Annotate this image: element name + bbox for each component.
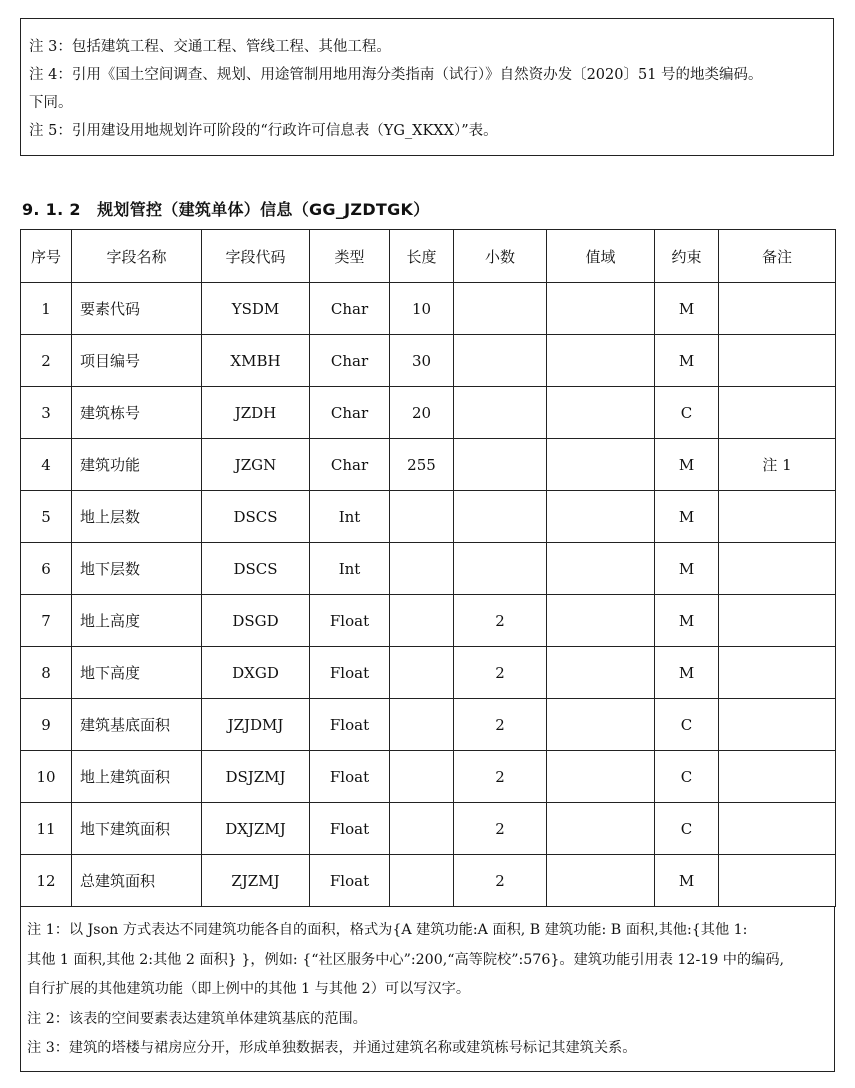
- cell-remark: [719, 595, 836, 647]
- table-row: [21, 699, 836, 751]
- cell-decimal: [454, 439, 547, 491]
- note-3: 注 3：包括建筑工程、交通工程、管线工程、其他工程。: [29, 39, 391, 55]
- cell-domain: [547, 439, 655, 491]
- cell-field-name: 建筑基底面积: [72, 699, 202, 751]
- cell-domain: [547, 595, 655, 647]
- cell-field-code: JZGN: [202, 439, 310, 491]
- cell-constraint: M: [655, 855, 719, 907]
- cell-field-name: 地下层数: [72, 543, 202, 595]
- cell-length: [390, 491, 454, 543]
- note-1-line-1: 注 1：以 Json 方式表达不同建筑功能各自的面积，格式为{A 建筑功能:A 面积, B 建筑功能: B 面积,其他:{其他 1:: [27, 922, 748, 938]
- cell-length: [390, 699, 454, 751]
- cell-seq: 4: [21, 439, 72, 491]
- cell-decimal: 2: [454, 855, 547, 907]
- note-3-bottom: 注 3：建筑的塔楼与裙房应分开，形成单独数据表，并通过建筑名称或建筑栋号标记其建筑关系。: [27, 1040, 637, 1056]
- cell-field-code: JZJDMJ: [202, 699, 310, 751]
- cell-domain: [547, 335, 655, 387]
- cell-field-code: YSDM: [202, 283, 310, 335]
- cell-remark: [719, 543, 836, 595]
- table-row: [21, 491, 836, 543]
- cell-field-name: 地上层数: [72, 491, 202, 543]
- cell-field-name: 地下高度: [72, 647, 202, 699]
- cell-constraint: C: [655, 803, 719, 855]
- table-row: [21, 335, 836, 387]
- cell-domain: [547, 491, 655, 543]
- cell-seq: 9: [21, 699, 72, 751]
- cell-type: Float: [310, 751, 390, 803]
- top-notes-box: [20, 18, 834, 156]
- table-row: [21, 439, 836, 491]
- table-body: [21, 283, 836, 907]
- cell-domain: [547, 699, 655, 751]
- cell-type: Float: [310, 699, 390, 751]
- cell-length: [390, 595, 454, 647]
- cell-domain: [547, 647, 655, 699]
- table-row: [21, 855, 836, 907]
- table-row: [21, 283, 836, 335]
- cell-field-name: 项目编号: [72, 335, 202, 387]
- col-header-type: 类型: [310, 230, 390, 283]
- cell-decimal: 2: [454, 595, 547, 647]
- cell-field-code: DSCS: [202, 491, 310, 543]
- cell-constraint: M: [655, 283, 719, 335]
- cell-constraint: M: [655, 335, 719, 387]
- cell-constraint: M: [655, 491, 719, 543]
- cell-field-name: 地上高度: [72, 595, 202, 647]
- cell-seq: 12: [21, 855, 72, 907]
- cell-length: [390, 751, 454, 803]
- cell-field-code: DSGD: [202, 595, 310, 647]
- cell-decimal: 2: [454, 751, 547, 803]
- cell-field-name: 总建筑面积: [72, 855, 202, 907]
- cell-field-code: DXGD: [202, 647, 310, 699]
- col-header-remark: 备注: [719, 230, 836, 283]
- cell-seq: 5: [21, 491, 72, 543]
- cell-remark: [719, 699, 836, 751]
- cell-field-code: XMBH: [202, 335, 310, 387]
- cell-decimal: [454, 283, 547, 335]
- cell-type: Float: [310, 855, 390, 907]
- cell-decimal: [454, 335, 547, 387]
- cell-constraint: C: [655, 699, 719, 751]
- col-header-field-name: 字段名称: [72, 230, 202, 283]
- table-row: [21, 543, 836, 595]
- cell-field-code: DXJZMJ: [202, 803, 310, 855]
- cell-domain: [547, 855, 655, 907]
- cell-field-name: 地上建筑面积: [72, 751, 202, 803]
- cell-type: Int: [310, 543, 390, 595]
- cell-length: 10: [390, 283, 454, 335]
- cell-domain: [547, 803, 655, 855]
- cell-seq: 3: [21, 387, 72, 439]
- note-4: 注 4：引用《国土空间调查、规划、用途管制用地用海分类指南（试行）》自然资办发〔2020〕51 号的地类编码。: [29, 67, 763, 83]
- note-5: 注 5：引用建设用地规划许可阶段的“行政许可信息表（YG_XKXX）”表。: [29, 123, 498, 139]
- cell-field-code: JZDH: [202, 387, 310, 439]
- table-row: [21, 595, 836, 647]
- cell-constraint: M: [655, 439, 719, 491]
- cell-type: Char: [310, 283, 390, 335]
- col-header-domain: 值域: [547, 230, 655, 283]
- cell-seq: 8: [21, 647, 72, 699]
- cell-remark: [719, 803, 836, 855]
- cell-type: Char: [310, 335, 390, 387]
- cell-remark: [719, 387, 836, 439]
- cell-field-code: ZJZMJ: [202, 855, 310, 907]
- cell-length: [390, 543, 454, 595]
- col-header-seq: 序号: [21, 230, 72, 283]
- cell-length: 30: [390, 335, 454, 387]
- cell-length: [390, 803, 454, 855]
- cell-length: [390, 855, 454, 907]
- section-title: 9. 1. 2 规划管控（建筑单体）信息（GG_JZDTGK）: [22, 200, 430, 219]
- field-spec-table: [20, 229, 836, 907]
- table-header-row: [21, 230, 836, 283]
- cell-decimal: 2: [454, 647, 547, 699]
- cell-field-name: 要素代码: [72, 283, 202, 335]
- cell-remark: [719, 491, 836, 543]
- cell-constraint: M: [655, 595, 719, 647]
- table-row: [21, 647, 836, 699]
- note-2: 注 2：该表的空间要素表达建筑单体建筑基底的范围。: [27, 1010, 367, 1027]
- table-row: [21, 387, 836, 439]
- cell-length: 20: [390, 387, 454, 439]
- cell-seq: 10: [21, 751, 72, 803]
- cell-length: [390, 647, 454, 699]
- cell-type: Float: [310, 647, 390, 699]
- cell-field-name: 建筑栋号: [72, 387, 202, 439]
- cell-domain: [547, 387, 655, 439]
- cell-decimal: [454, 491, 547, 543]
- cell-seq: 1: [21, 283, 72, 335]
- cell-remark: [719, 283, 836, 335]
- cell-field-code: DSJZMJ: [202, 751, 310, 803]
- col-header-decimal: 小数: [454, 230, 547, 283]
- cell-type: Float: [310, 803, 390, 855]
- cell-remark: [719, 335, 836, 387]
- col-header-constraint: 约束: [655, 230, 719, 283]
- cell-length: 255: [390, 439, 454, 491]
- cell-type: Float: [310, 595, 390, 647]
- cell-constraint: C: [655, 751, 719, 803]
- cell-seq: 7: [21, 595, 72, 647]
- bottom-notes-box: [20, 906, 835, 1072]
- table-row: [21, 751, 836, 803]
- cell-domain: [547, 543, 655, 595]
- cell-constraint: M: [655, 647, 719, 699]
- cell-field-code: DSCS: [202, 543, 310, 595]
- cell-remark: [719, 751, 836, 803]
- note-1-line-2: 其他 1 面积,其他 2:其他 2 面积} }，例如: {“社区服务中心”:200,“高等院校”:576}。建筑功能引用表 12-19 中的编码,: [27, 951, 785, 968]
- note-4-continued: 下同。: [29, 95, 73, 111]
- col-header-field-code: 字段代码: [202, 230, 310, 283]
- cell-domain: [547, 283, 655, 335]
- cell-decimal: [454, 543, 547, 595]
- cell-constraint: M: [655, 543, 719, 595]
- cell-remark: [719, 855, 836, 907]
- note-1-line-3: 自行扩展的其他建筑功能（即上例中的其他 1 与其他 2）可以写汉字。: [27, 981, 471, 997]
- cell-remark: 注 1: [719, 439, 836, 491]
- cell-constraint: C: [655, 387, 719, 439]
- cell-type: Char: [310, 387, 390, 439]
- cell-seq: 2: [21, 335, 72, 387]
- cell-decimal: 2: [454, 803, 547, 855]
- cell-type: Int: [310, 491, 390, 543]
- cell-seq: 11: [21, 803, 72, 855]
- cell-domain: [547, 751, 655, 803]
- cell-field-name: 建筑功能: [72, 439, 202, 491]
- col-header-length: 长度: [390, 230, 454, 283]
- cell-remark: [719, 647, 836, 699]
- table-row: [21, 803, 836, 855]
- cell-type: Char: [310, 439, 390, 491]
- cell-decimal: 2: [454, 699, 547, 751]
- cell-field-name: 地下建筑面积: [72, 803, 202, 855]
- cell-decimal: [454, 387, 547, 439]
- cell-seq: 6: [21, 543, 72, 595]
